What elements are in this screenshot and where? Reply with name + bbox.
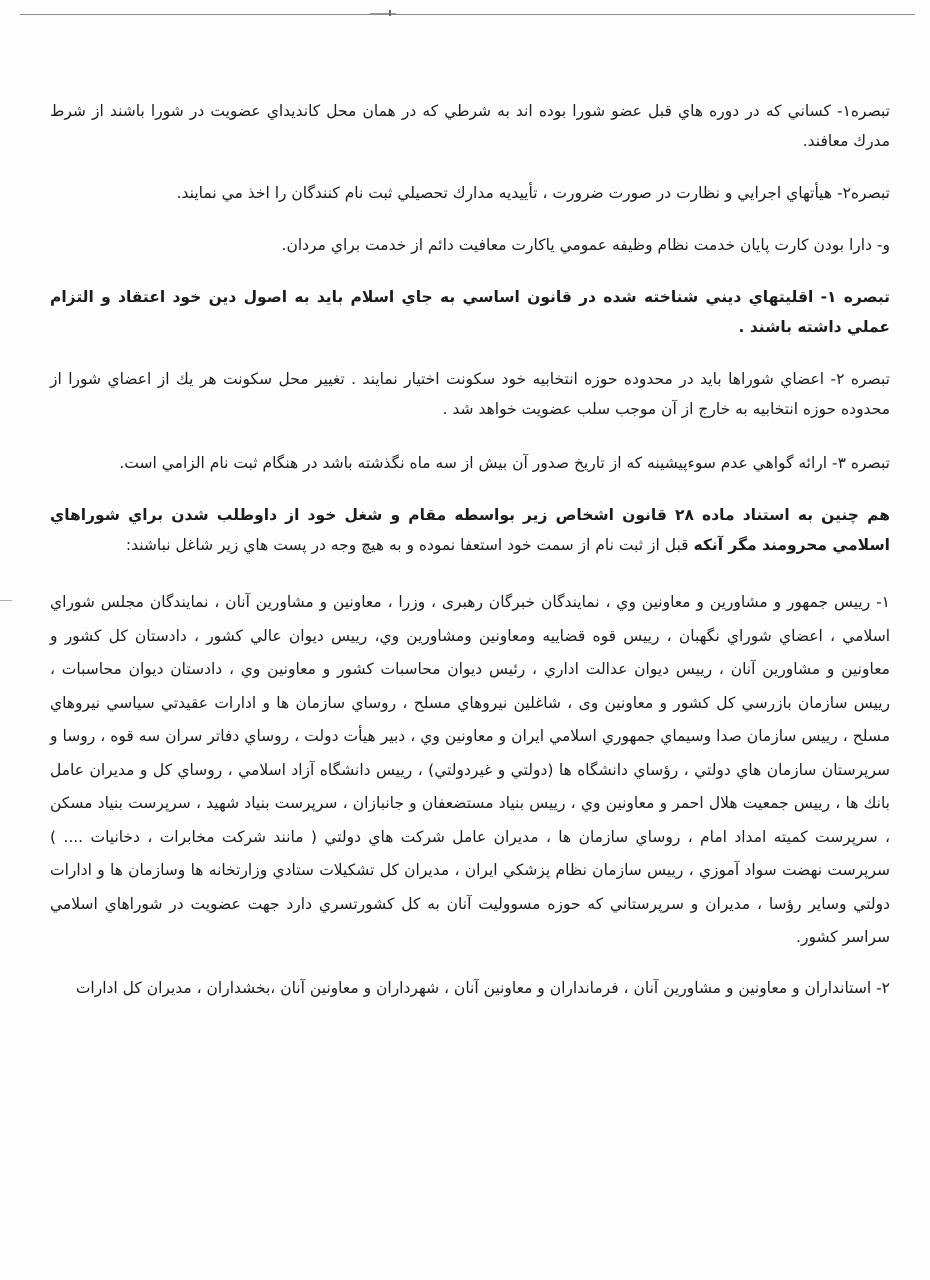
document-body — [50, 96, 890, 1003]
note-degree-verification: تبصره۲- هيأتهاي اجرايي و نظارت در صورت ضرورت ، تأييديه مدارك تحصيلي ثبت نام كنندگان را اخذ مي نمايند. — [176, 184, 890, 202]
article-28-intro-rest: قبل از ثبت نام از سمت خود استعفا نموده و به هيچ وجه در پست هاي زير شاغل نباشند: — [125, 536, 694, 554]
clause-military-service: و- دارا بودن كارت پايان خدمت نظام وظيفه عمومي ياكارت معافيت دائم از خدمت براي مردان. — [281, 236, 890, 254]
note-residence-requirement: تبصره ۲- اعضاي شوراها بايد در محدوده حوزه انتخابيه خود سكونت اختيار نمايند . تغيير محل سكونت هر يك از اعضاي شورا از محدوده حوزه انتخابيه به خارج از آن موجب سلب عضويت خواهد شد . — [50, 370, 890, 418]
top-center-mark — [370, 10, 396, 16]
article-28-intro-bold: هم چنين به استناد ماده ۲۸ قانون اشخاص زير بواسطه مقام و شغل خود از داوطلب شدن براي شوراهاي اسلامي محرومند مگر آنكه — [50, 506, 890, 554]
note-candidates-exemption: تبصره۱- كساني كه در دوره هاي قبل عضو شورا بوده اند به شرطي كه در همان محل كانديداي عضويت در شورا باشند از شرط مدرك معافند. — [50, 102, 890, 150]
note-criminal-record: تبصره ۳- ارائه گواهي عدم سوءپيشينه كه از تاريخ صدور آن بيش از سه ماه نگذشته باشد در هنگام ثبت نام الزامي است. — [119, 454, 890, 472]
list-item-officials: ۱- رييس جمهور و مشاورين و معاونين وي ، نمايندگان خبرگان رهبری ، وزرا ، معاونين و مشاورين آنان ، نمايندگان مجلس شوراي اسلامي ، اعضاي شوراي نگهبان ، رييس قوه قضاييه ومعاونين ومشاورين وي، رييس ديوان عالي كشور ، دادستان كل كشور و معاونين و مشاورين آنان ، رييس ديوان عدالت اداري ، رئيس ديوان محاسبات كشور و معاونين وي ، دادستان ديوان محاسبات ، رييس سازمان بازرسي كل كشور و معاونين وی ، شاغلين نيروهاي مسلح ، روساي سازمان ها و ادارات عقيدتي سياسي نيروهاي مسلح ، رييس سازمان صدا وسيماي جمهوري اسلامي ايران و معاونين وي ، دبير هيأت دولت ، روساي دفاتر سران سه قوه ، روسا و سرپرستان سازمان هاي دولتي ، رؤساي دانشگاه ها (دولتي و غيردولتي) ، رييس دانشگاه آزاد اسلامي ، روساي كل و مديران عامل بانك ها ، رييس جمعيت هلال احمر و معاونين وي ، رييس بنياد مستضعفان و جانبازان ، سرپرست بنياد شهيد ، سرپرست بنياد مسكن ، سرپرست كميته امداد امام ، روساي سازمان ها ، مديران عامل شركت هاي دولتي ( مانند شركت مخابرات ، دخانيات .... ) سرپرست نهضت سواد آموزي ، رييس سازمان نظام پزشكي ايران ، مديران كل تشكيلات ستادي وزارتخانه ها وسازمان ها و ادارات دولتي وساير رؤسا ، مديران و سرپرستاني كه حوزه مسووليت آنان به كل كشورتسري دارد جهت عضويت در شوراهاي اسلامي سراسر كشور. — [50, 593, 890, 946]
list-item-governors: ۲- استانداران و معاونين و مشاورين آنان ، فرمانداران و معاونين آنان ، شهرداران و معاونين آنان ،بخشداران ، مديران كل ادارات — [75, 978, 890, 997]
top-border-line — [20, 14, 915, 15]
note-religious-minorities: تبصره ۱- اقليتهاي ديني شناخته شده در قانون اساسي به جاي اسلام بايد به اصول دين خود اعتقاد و التزام عملي داشته باشند . — [50, 288, 891, 336]
margin-mark — [0, 600, 12, 601]
article-28-intro — [50, 500, 890, 560]
